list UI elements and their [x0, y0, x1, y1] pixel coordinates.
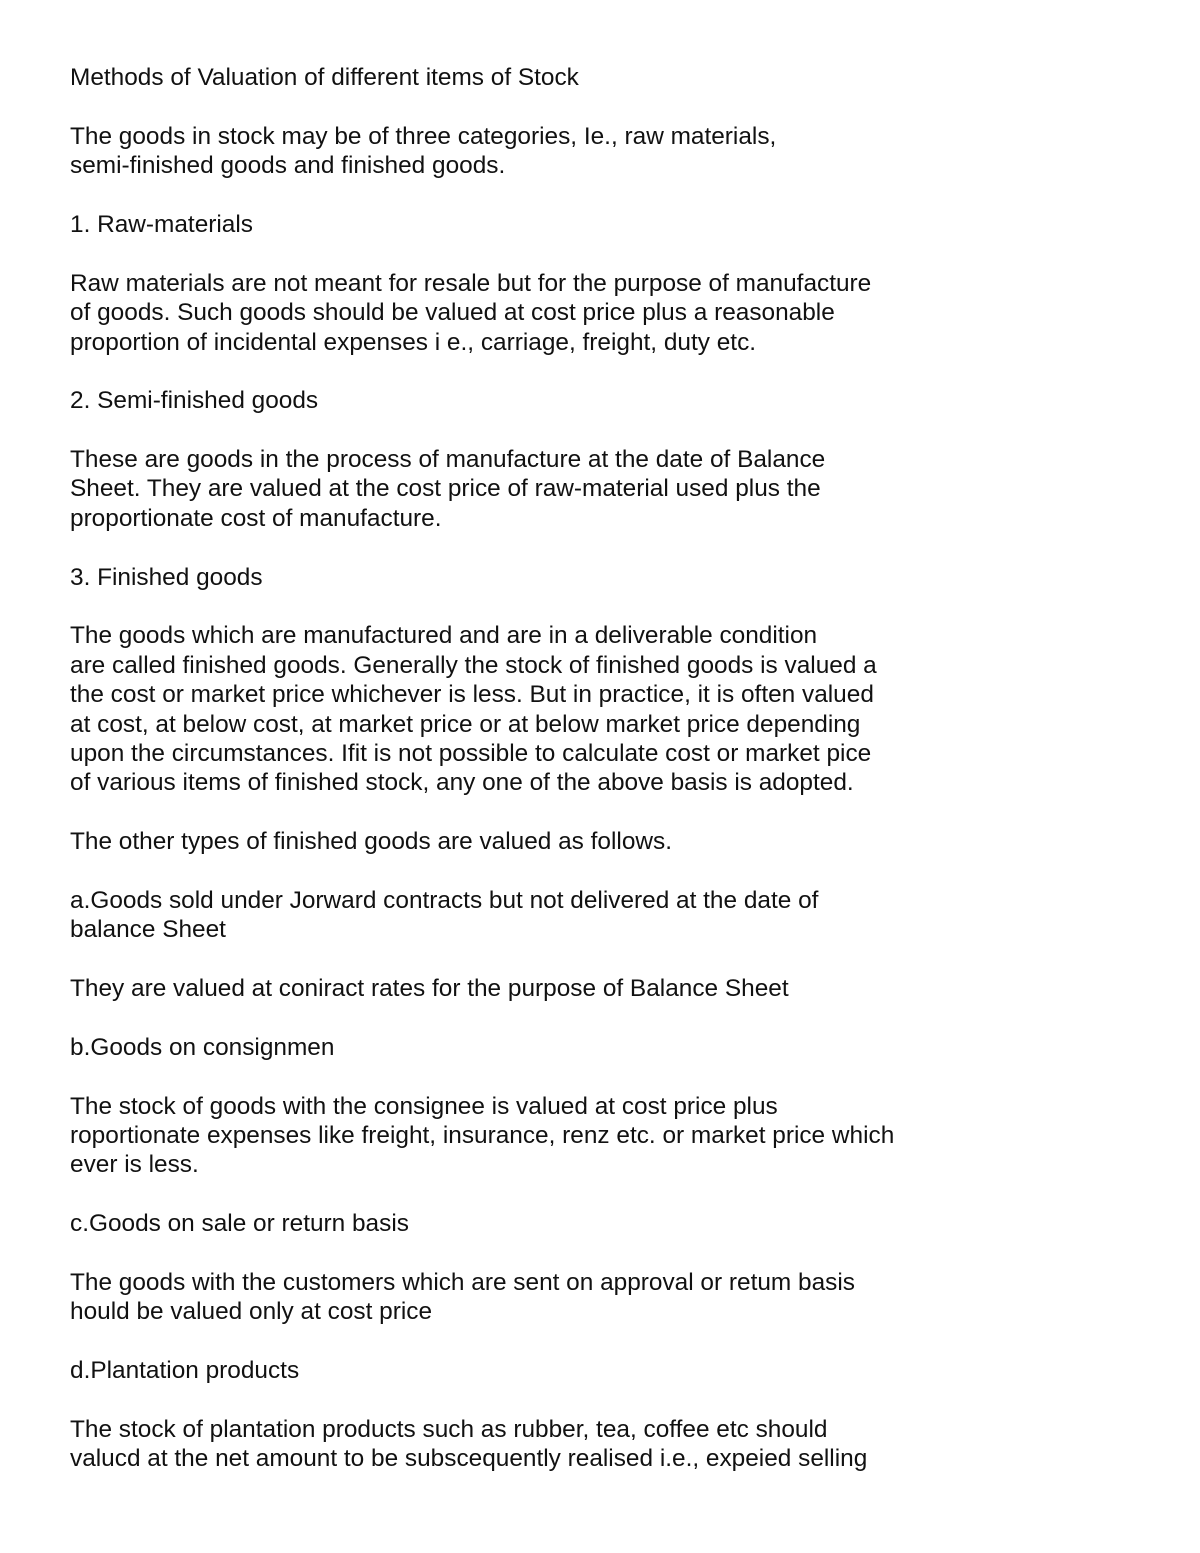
spacer — [70, 1180, 1130, 1209]
section-body-line: The goods which are manufactured and are in a deliverable condition — [70, 622, 818, 650]
intro-line: semi-finished goods and finished goods. — [70, 152, 506, 180]
item-d-body-line: valucd at the net amount to be subscequently realised i.e., expeied selling — [70, 1445, 868, 1473]
spacer — [70, 857, 1130, 886]
section-body-line: of goods. Such goods should be valued at cost price plus a reasonable — [70, 299, 835, 327]
document-title: Methods of Valuation of different items of Stock — [70, 64, 579, 91]
item-d-body-line: The stock of plantation products such as rubber, tea, coffee etc should — [70, 1415, 828, 1443]
section-body-line: of various items of finished stock, any one of the above basis is adopted. — [70, 769, 854, 797]
section-heading-semi-finished-goods: 2. Semi-finished goods — [70, 387, 319, 415]
item-a-body-line: They are valued at coniract rates for the purpose of Balance Sheet — [70, 975, 789, 1003]
item-b-body-line: ever is less. — [70, 1151, 199, 1179]
section-body-line: are called finished goods. Generally the stock of finished goods is valued a — [70, 651, 877, 679]
spacer — [70, 1062, 1130, 1091]
item-c-body-line: The goods with the customers which are sent on approval or retum basis — [70, 1269, 855, 1297]
spacer — [70, 798, 1130, 827]
item-d-heading: d.Plantation products — [70, 1357, 300, 1385]
spacer — [70, 181, 1130, 210]
section-body-line: Raw materials are not meant for resale but for the purpose of manufacture — [70, 269, 872, 297]
item-b-body-line: The stock of goods with the consignee is valued at cost price plus — [70, 1092, 778, 1120]
spacer — [70, 1327, 1130, 1356]
spacer — [70, 92, 1130, 121]
spacer — [70, 1239, 1130, 1268]
spacer — [70, 945, 1130, 974]
spacer — [70, 239, 1130, 268]
section-heading-finished-goods: 3. Finished goods — [70, 563, 263, 591]
item-c-body-line: hould be valued only at cost price — [70, 1298, 433, 1326]
section-body-line: Sheet. They are valued at the cost price of raw-material used plus the — [70, 475, 821, 503]
spacer — [70, 533, 1130, 562]
item-c-heading: c.Goods on sale or return basis — [70, 1210, 409, 1238]
spacer — [70, 357, 1130, 386]
intro-line: The goods in stock may be of three categories, Ie., raw materials, — [70, 122, 777, 150]
section-body-line: upon the circumstances. Ifit is not possible to calculate cost or market pice — [70, 739, 872, 767]
other-types-paragraph: The other types of finished goods are valued as follows. — [70, 828, 672, 856]
item-b-heading: b.Goods on consignmen — [70, 1033, 335, 1061]
spacer — [70, 1004, 1130, 1033]
item-b-body-line: roportionate expenses like freight, insurance, renz etc. or market price which — [70, 1122, 895, 1150]
section-body-line: proportionate cost of manufacture. — [70, 504, 442, 532]
section-heading-raw-materials: 1. Raw-materials — [70, 210, 253, 238]
spacer — [70, 1386, 1130, 1415]
section-body-line: proportion of incidental expenses i e., carriage, freight, duty etc. — [70, 328, 757, 356]
item-a-heading-line: balance Sheet — [70, 916, 226, 944]
spacer — [70, 592, 1130, 621]
section-body-line: the cost or market price whichever is less. But in practice, it is often valued — [70, 681, 874, 709]
section-body-line: These are goods in the process of manufacture at the date of Balance — [70, 446, 826, 474]
item-a-heading-line: a.Goods sold under Jorward contracts but not delivered at the date of — [70, 886, 819, 914]
document-body — [70, 63, 1130, 1474]
spacer — [70, 416, 1130, 445]
section-body-line: at cost, at below cost, at market price or at below market price depending — [70, 710, 861, 738]
